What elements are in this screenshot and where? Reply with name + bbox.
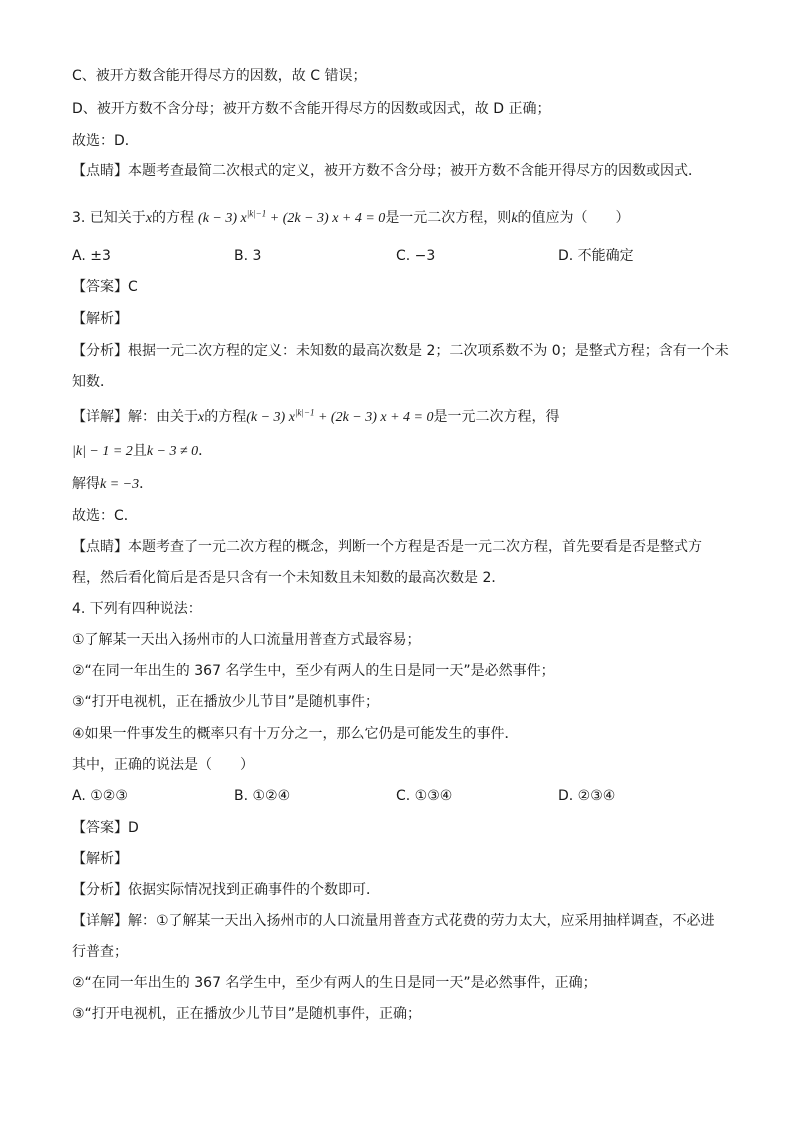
dianjing-line: 【点睛】本题考查了一元二次方程的概念，判断一个方程是否是一元二次方程，首先要看是否是整式方	[72, 539, 702, 555]
option-d: D. ②③④	[558, 788, 616, 804]
solve-line: 解得k = −3．	[72, 476, 154, 492]
statement-3: ③“打开电视机，正在播放少儿节目”是随机事件；	[72, 694, 380, 710]
analysis-tag: 【解析】	[72, 311, 128, 327]
text-line: C、被开方数含能开得尽方的因数，故 C 错误；	[72, 68, 367, 84]
option-c: C. ①③④	[396, 788, 453, 804]
detail-2: ②“在同一年出生的 367 名学生中，至少有两人的生日是同一天”是必然事件，正确；	[72, 975, 597, 991]
dianjing-line-cont: 程，然后看化简后是否是只含有一个未知数且未知数的最高次数是 2．	[72, 570, 506, 586]
answer-tag: 【答案】	[72, 820, 128, 836]
answer-value: C	[128, 279, 138, 295]
option-c: C. −3	[396, 248, 436, 264]
answer-value: D	[128, 820, 139, 836]
statement-2: ②“在同一年出生的 367 名学生中，至少有两人的生日是同一天”是必然事件；	[72, 663, 555, 679]
question-4-title: 4. 下列有四种说法：	[72, 601, 202, 617]
text-line: 故选：D．	[72, 133, 139, 149]
fenxi-line-cont: 知数．	[72, 374, 114, 390]
option-b: B. 3	[234, 248, 262, 264]
choose-line: 故选：C．	[72, 508, 138, 524]
question-4-ask: 其中，正确的说法是（ ）	[72, 757, 254, 773]
condition-line: |k| − 1 = 2且k − 3 ≠ 0．	[72, 443, 213, 459]
analysis-tag: 【解析】	[72, 851, 128, 867]
xiangjie-line: 【详解】解：①了解某一天出入扬州市的人口流量用普查方式花费的劳力太大，应采用抽样调查，不必进	[72, 913, 715, 929]
text-line: D、被开方数不含分母；被开方数不含能开得尽方的因数或因式，故 D 正确；	[72, 101, 551, 117]
dianjing-line	[72, 161, 702, 181]
option-b: B. ①②④	[234, 788, 291, 804]
answer-line	[72, 818, 139, 838]
statement-4: ④如果一件事发生的概率只有十万分之一，那么它仍是可能发生的事件．	[72, 726, 519, 742]
detail-3: ③“打开电视机，正在播放少儿节目”是随机事件，正确；	[72, 1006, 422, 1022]
dianjing-text: 本题考查最简二次根式的定义，被开方数不含分母；被开方数不含能开得尽方的因数或因式．	[128, 163, 702, 179]
option-a: A. ±3	[72, 248, 111, 264]
fenxi-line: 【分析】根据一元二次方程的定义：未知数的最高次数是 2；二次项系数不为 0；是整式方程；含有一个未	[72, 343, 729, 359]
dianjing-tag: 【点睛】	[72, 163, 128, 179]
answer-tag: 【答案】	[72, 279, 128, 295]
answer-line	[72, 277, 138, 297]
statement-1: ①了解某一天出入扬州市的人口流量用普查方式最容易；	[72, 632, 421, 648]
xiangjie-line: 【详解】解：由关于x的方程(k − 3) $x^{|k|-1} + (2k - 3) x + 4 = 0$是一元二次方程，得	[72, 407, 560, 425]
question-3-stem: 3. 已知关于x的方程 (k − 3) $x^{|k|-1} + (2k - 3) x + 4 = 0$是一元二次方程，则k的值应为（ ）	[72, 208, 630, 226]
fenxi-line: 【分析】依据实际情况找到正确事件的个数即可．	[72, 882, 380, 898]
xiangjie-line-cont: 行普查；	[72, 944, 128, 960]
option-d: D. 不能确定	[558, 248, 634, 264]
option-a: A. ①②③	[72, 788, 128, 804]
